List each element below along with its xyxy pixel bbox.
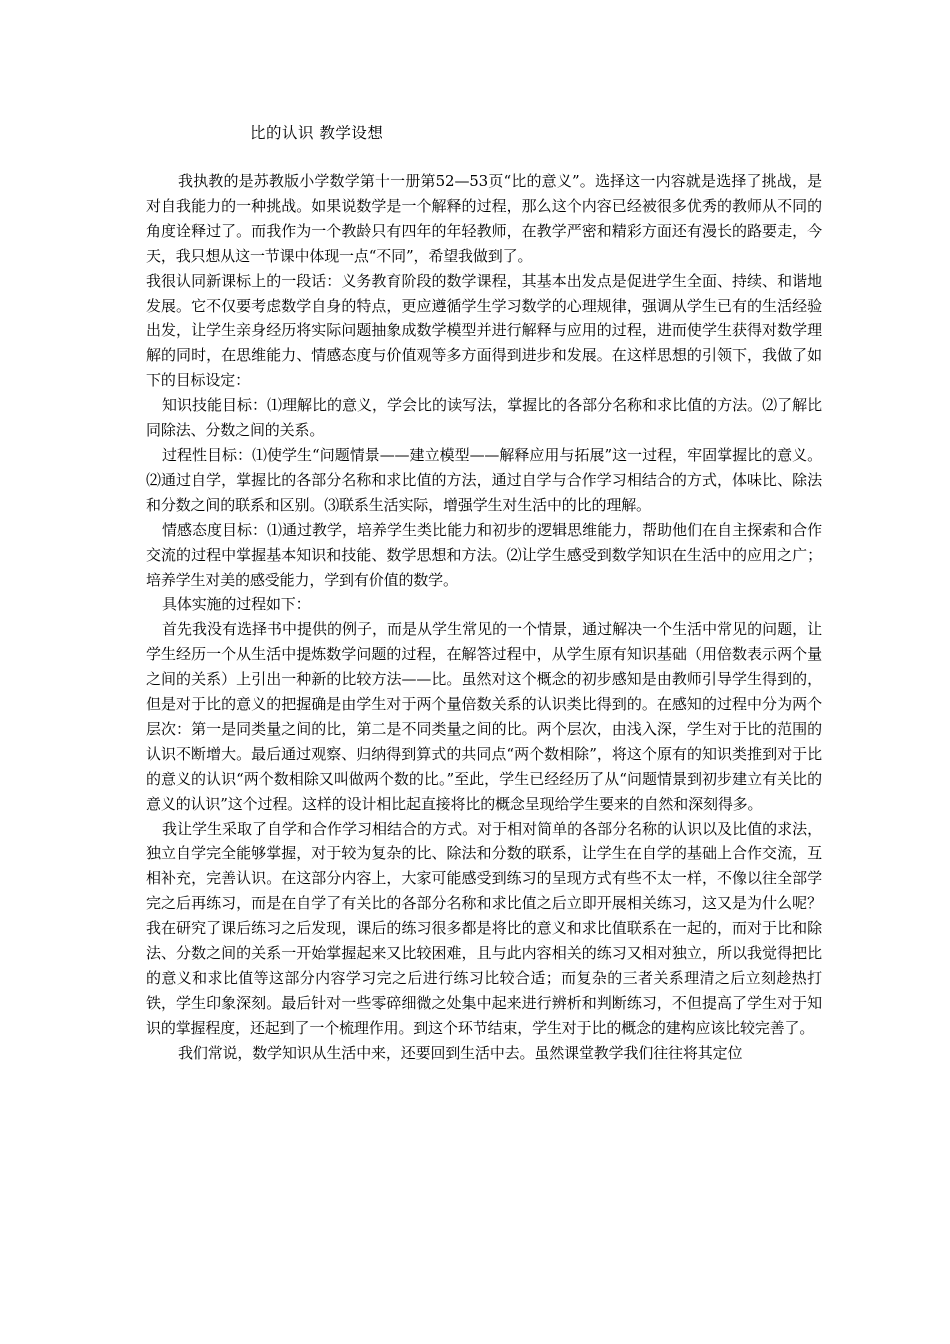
document-page <box>146 120 822 1066</box>
paragraph-first-step: 首先我没有选择书中提供的例子，而是从学生常见的一个情景，通过解决一个生活中常见的问题，让学生经历一个从生活中提炼数学问题的过程，在解答过程中，从学生原有知识基础（用倍数表示两个量之间的关系）上引出一种新的比较方法——比。虽然对这个概念的初步感知是由教师引导学生得到的，但是对于比的意义的把握确是由学生对于两个量倍数关系的认识类比得到的。在感知的过程中分为两个层次：第一是同类量之间的比，第二是不同类量之间的比。两个层次，由浅入深，学生对于比的范围的认识不断增大。最后通过观察、归纳得到算式的共同点“两个数相除”，将这个原有的知识类推到对于比的意义的认识“两个数相除又叫做两个数的比。”至此，学生已经经历了从“问题情景到初步建立有关比的意义的认识”这个过程。这样的设计相比起直接将比的概念呈现给学生要来的自然和深刻得多。 <box>146 620 822 813</box>
paragraph-intro: 我执教的是苏教版小学数学第十一册第52—53页“比的意义”。选择这一内容就是选择了挑战，是对自我能力的一种挑战。如果说数学是一个解释的过程，那么这个内容已经被很多优秀的教师从不同的角度诠释过了。而我作为一个教龄只有四年的年轻教师，在教学严密和精彩方面还有漫长的路要走，今天，我只想从这一节课中体现一点“不同”，希望我做到了。 <box>146 172 822 265</box>
paragraph-knowledge-goal: 知识技能目标：⑴理解比的意义，学会比的读写法，掌握比的各部分名称和求比值的方法。⑵了解比同除法、分数之间的关系。 <box>146 396 822 440</box>
paragraph-life-application: 我们常说，数学知识从生活中来，还要回到生活中去。虽然课堂教学我们往往将其定位 <box>178 1043 743 1062</box>
document-title: 比的认识 教学设想 <box>250 124 384 142</box>
paragraph-self-study: 我让学生采取了自学和合作学习相结合的方式。对于相对简单的各部分名称的认识以及比值的求法，独立自学完全能够掌握，对于较为复杂的比、除法和分数的联系，让学生在自学的基础上合作交流，互相补充，完善认识。在这部分内容上，大家可能感受到练习的呈现方式有些不太一样，不像以往全部学完之后再练习，而是在自学了有关比的各部分名称和求比值之后立即开展相关练习，这又是为什么呢？我在研究了课后练习之后发现，课后的练习很多都是将比的意义和求比值联系在一起的，而对于比和除法、分数之间的关系一开始掌握起来又比较困难，且与此内容相关的练习又相对独立，所以我觉得把比的意义和求比值等这部分内容学习完之后进行练习比较合适；而复杂的三者关系理清之后立刻趁热打铁，学生印象深刻。最后针对一些零碎细微之处集中起来进行辨析和判断练习，不但提高了学生对于知识的掌握程度，还起到了一个梳理作用。到这个环节结束，学生对于比的概念的建构应该比较完善了。 <box>146 819 822 1037</box>
paragraph-curriculum: 我很认同新课标上的一段话：义务教育阶段的数学课程，其基本出发点是促进学生全面、持续、和谐地发展。它不仅要考虑数学自身的特点，更应遵循学生学习数学的心理规律，强调从学生已有的生活经验出发，让学生亲身经历将实际问题抽象成数学模型并进行解释与应用的过程，进而使学生获得对数学理解的同时，在思维能力、情感态度与价值观等多方面得到进步和发展。在这样思想的引领下，我做了如下的目标设定： <box>146 271 822 390</box>
paragraph-process-goal: 过程性目标：⑴使学生“问题情景——建立模型——解释应用与拓展”这一过程，牢固掌握比的意义。⑵通过自学，掌握比的各部分名称和求比值的方法，通过自学与合作学习相结合的方式，体味比、除法和分数之间的联系和区别。⑶联系生活实际，增强学生对生活中的比的理解。 <box>146 445 822 514</box>
paragraph-attitude-goal: 情感态度目标：⑴通过教学，培养学生类比能力和初步的逻辑思维能力，帮助他们在自主探索和合作交流的过程中掌握基本知识和技能、数学思想和方法。⑵让学生感受到数学知识在生活中的应用之广；培养学生对美的感受能力，学到有价值的数学。 <box>146 520 822 589</box>
paragraph-implementation-heading: 具体实施的过程如下： <box>162 595 311 614</box>
